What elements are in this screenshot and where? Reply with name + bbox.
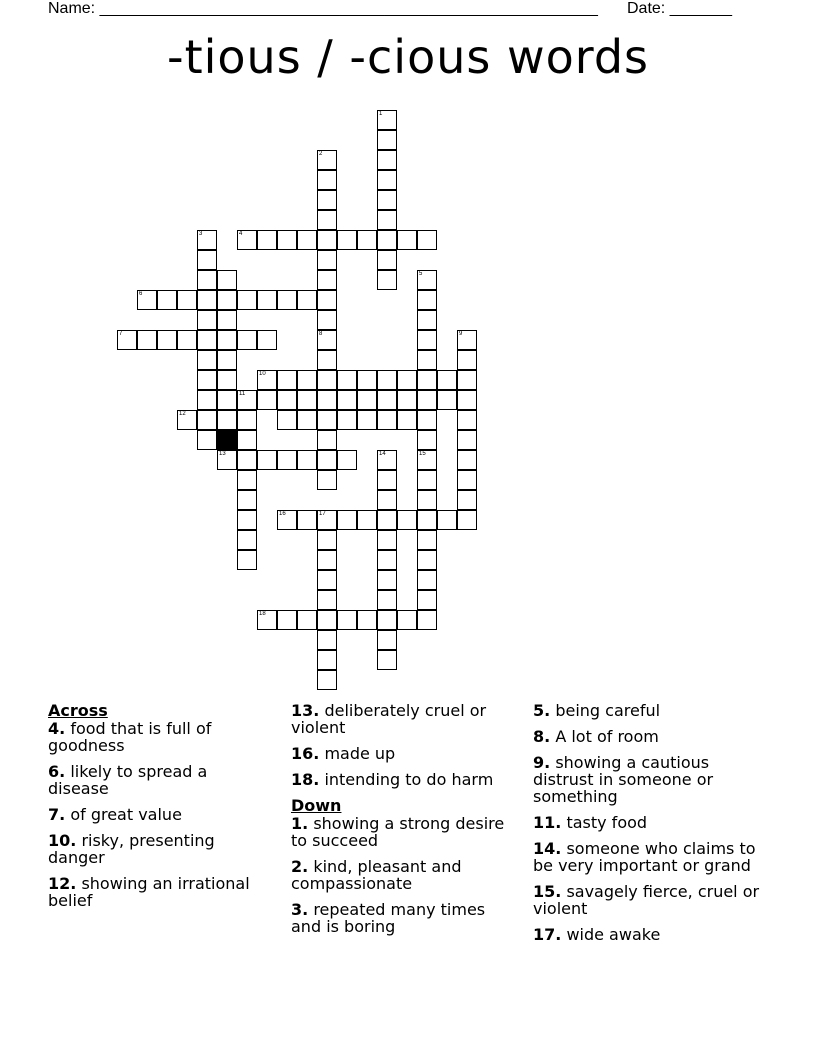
grid-cell[interactable]: [417, 510, 437, 530]
grid-cell[interactable]: [317, 210, 337, 230]
grid-cell[interactable]: [317, 230, 337, 250]
grid-cell[interactable]: [197, 390, 217, 410]
grid-cell[interactable]: [437, 390, 457, 410]
clue-number: 5: [419, 271, 423, 277]
grid-cell[interactable]: [237, 390, 257, 410]
grid-cell[interactable]: [337, 230, 357, 250]
grid-cell[interactable]: [377, 470, 397, 490]
grid-cell[interactable]: [317, 330, 337, 350]
grid-cell[interactable]: [317, 170, 337, 190]
clue-number: 11: [239, 391, 246, 397]
grid-cell[interactable]: [377, 570, 397, 590]
grid-cell[interactable]: [277, 410, 297, 430]
grid-cell[interactable]: [417, 410, 437, 430]
clue-number: 17: [319, 511, 326, 517]
grid-cell[interactable]: [217, 350, 237, 370]
grid-cell[interactable]: [377, 410, 397, 430]
grid-cell[interactable]: [277, 610, 297, 630]
clue-number: 4: [239, 231, 243, 237]
grid-cell[interactable]: [457, 370, 477, 390]
clue-down-1: 1. showing a strong desire to succeed: [291, 814, 505, 850]
grid-cell[interactable]: [257, 290, 277, 310]
grid-cell[interactable]: [317, 610, 337, 630]
clue-number: 3: [199, 231, 203, 237]
date-field[interactable]: Date: _______: [627, 0, 732, 17]
grid-cell[interactable]: [177, 410, 197, 430]
grid-cell[interactable]: [357, 410, 377, 430]
grid-cell[interactable]: [317, 190, 337, 210]
grid-cell[interactable]: [217, 410, 237, 430]
grid-cell[interactable]: [417, 590, 437, 610]
grid-cell[interactable]: [217, 330, 237, 350]
grid-cell[interactable]: [277, 230, 297, 250]
grid-cell[interactable]: [277, 390, 297, 410]
grid-cell[interactable]: [457, 450, 477, 470]
clue-across-18: 18. intending to do harm: [291, 770, 494, 789]
grid-cell[interactable]: [377, 530, 397, 550]
grid-cell[interactable]: [417, 270, 437, 290]
clue-across-7: 7. of great value: [48, 805, 182, 824]
grid-cell[interactable]: [377, 490, 397, 510]
clue-down-11: 11. tasty food: [533, 813, 648, 832]
grid-cell[interactable]: [297, 370, 317, 390]
down-heading: Down: [291, 796, 342, 815]
grid-cell[interactable]: [197, 370, 217, 390]
grid-cell[interactable]: [277, 450, 297, 470]
grid-cell[interactable]: [417, 290, 437, 310]
grid-cell[interactable]: [197, 290, 217, 310]
clue-down-5: 5. being careful: [533, 701, 661, 720]
clue-across-13: 13. deliberately cruel or violent: [291, 701, 487, 737]
grid-cell[interactable]: [317, 590, 337, 610]
clue-down-17: 17. wide awake: [533, 925, 661, 944]
grid-cell[interactable]: [397, 610, 417, 630]
grid-cell[interactable]: [317, 250, 337, 270]
grid-cell[interactable]: [417, 610, 437, 630]
grid-cell[interactable]: [417, 450, 437, 470]
clue-down-2: 2. kind, pleasant and compassionate: [291, 857, 462, 893]
grid-cell[interactable]: [317, 510, 337, 530]
clue-across-4: 4. food that is full of goodness: [48, 719, 212, 755]
grid-cell[interactable]: [157, 330, 177, 350]
grid-cell[interactable]: [377, 630, 397, 650]
clue-across-10: 10. risky, presenting danger: [48, 831, 215, 867]
across-heading: Across: [48, 701, 108, 720]
grid-cell[interactable]: [317, 670, 337, 690]
grid-cell[interactable]: [257, 390, 277, 410]
grid-cell[interactable]: [417, 490, 437, 510]
grid-cell[interactable]: [317, 470, 337, 490]
grid-cell[interactable]: [217, 450, 237, 470]
clue-number: 18: [259, 611, 266, 617]
clues-column-3: [533, 702, 773, 952]
grid-cell[interactable]: [237, 550, 257, 570]
grid-cell[interactable]: [457, 510, 477, 530]
grid-cell[interactable]: [397, 230, 417, 250]
grid-cell[interactable]: [417, 530, 437, 550]
grid-cell[interactable]: [217, 310, 237, 330]
grid-cell[interactable]: [337, 450, 357, 470]
grid-cell[interactable]: [317, 450, 337, 470]
grid-cell[interactable]: [377, 650, 397, 670]
grid-cell[interactable]: [357, 370, 377, 390]
grid-cell[interactable]: [457, 470, 477, 490]
grid-cell[interactable]: [177, 330, 197, 350]
grid-cell[interactable]: [257, 370, 277, 390]
header: [0, 0, 816, 22]
grid-cell[interactable]: [137, 290, 157, 310]
grid-cell[interactable]: [357, 230, 377, 250]
grid-cell[interactable]: [217, 290, 237, 310]
grid-cell[interactable]: [157, 290, 177, 310]
clue-down-15: 15. savagely fierce, cruel or violent: [533, 882, 760, 918]
grid-cell[interactable]: [217, 370, 237, 390]
grid-cell[interactable]: [117, 330, 137, 350]
grid-cell[interactable]: [257, 230, 277, 250]
grid-cell[interactable]: [417, 570, 437, 590]
clue-number: 6: [139, 291, 143, 297]
grid-cell[interactable]: [377, 130, 397, 150]
clue-number: 1: [379, 111, 383, 117]
grid-cell[interactable]: [357, 610, 377, 630]
grid-cell[interactable]: [317, 530, 337, 550]
grid-cell[interactable]: [317, 390, 337, 410]
clues-column-2: [291, 702, 516, 944]
grid-cell[interactable]: [137, 330, 157, 350]
grid-cell[interactable]: [377, 270, 397, 290]
grid-cell[interactable]: [257, 610, 277, 630]
grid-cell[interactable]: [237, 490, 257, 510]
grid-cell[interactable]: [377, 250, 397, 270]
grid-cell[interactable]: [237, 510, 257, 530]
grid-cell[interactable]: [237, 230, 257, 250]
grid-cell[interactable]: [317, 150, 337, 170]
grid-cell[interactable]: [237, 470, 257, 490]
grid-cell[interactable]: [397, 390, 417, 410]
grid-cell[interactable]: [457, 410, 477, 430]
grid-cell[interactable]: [337, 410, 357, 430]
clue-number: 2: [319, 151, 323, 157]
grid-cell[interactable]: [197, 310, 217, 330]
page-title: -tious / -cious words: [166, 30, 649, 84]
grid-cell[interactable]: [317, 290, 337, 310]
clue-number: 8: [319, 331, 323, 337]
grid-cell[interactable]: [217, 390, 237, 410]
grid-cell[interactable]: [257, 450, 277, 470]
grid-cell[interactable]: [197, 410, 217, 430]
grid-cell[interactable]: [297, 610, 317, 630]
clue-number: 10: [259, 371, 266, 377]
grid-cell[interactable]: [317, 370, 337, 390]
grid-cell[interactable]: [457, 330, 477, 350]
grid-cell[interactable]: [377, 170, 397, 190]
grid-cell[interactable]: [277, 370, 297, 390]
grid-cell[interactable]: [317, 650, 337, 670]
grid-cell[interactable]: [337, 510, 357, 530]
grid-cell[interactable]: [237, 290, 257, 310]
clue-number: 15: [419, 451, 426, 457]
grid-cell[interactable]: [317, 570, 337, 590]
grid-cell[interactable]: [237, 530, 257, 550]
grid-cell[interactable]: [317, 350, 337, 370]
grid-cell[interactable]: [377, 390, 397, 410]
grid-cell[interactable]: [177, 290, 197, 310]
grid-cell[interactable]: [297, 410, 317, 430]
grid-cell[interactable]: [217, 270, 237, 290]
grid-cell[interactable]: [297, 290, 317, 310]
grid-cell[interactable]: [357, 390, 377, 410]
grid-cell[interactable]: [197, 330, 217, 350]
grid-cell[interactable]: [417, 230, 437, 250]
grid-cell[interactable]: [377, 590, 397, 610]
grid-cell[interactable]: [457, 490, 477, 510]
clue-number: 14: [379, 451, 386, 457]
grid-cell[interactable]: [397, 410, 417, 430]
clue-down-9: 9. showing a cautious distrust in someone or something: [533, 753, 714, 806]
grid-cell[interactable]: [317, 270, 337, 290]
grid-cell[interactable]: [377, 550, 397, 570]
grid-cell[interactable]: [277, 290, 297, 310]
grid-cell[interactable]: [457, 390, 477, 410]
grid-cell[interactable]: [297, 230, 317, 250]
grid-cell[interactable]: [457, 430, 477, 450]
grid-cell[interactable]: [417, 390, 437, 410]
grid-cell[interactable]: [297, 510, 317, 530]
grid-cell[interactable]: [317, 410, 337, 430]
grid-cell[interactable]: [237, 410, 257, 430]
grid-cell[interactable]: [297, 450, 317, 470]
name-field[interactable]: Name: ________________________________________________________: [48, 0, 598, 17]
clue-number: 13: [219, 451, 226, 457]
grid-cell[interactable]: [257, 330, 277, 350]
clue-across-6: 6. likely to spread a disease: [48, 762, 208, 798]
grid-cell[interactable]: [377, 450, 397, 470]
grid-cell[interactable]: [317, 310, 337, 330]
grid-cell[interactable]: [337, 390, 357, 410]
grid-cell[interactable]: [297, 390, 317, 410]
grid-cell[interactable]: [417, 470, 437, 490]
grid-cell[interactable]: [237, 330, 257, 350]
grid-cell[interactable]: [197, 230, 217, 250]
grid-cell[interactable]: [377, 110, 397, 130]
grid-cell[interactable]: [317, 630, 337, 650]
clue-across-12: 12. showing an irrational belief: [48, 874, 250, 910]
grid-cell[interactable]: [457, 350, 477, 370]
black-cell: [217, 430, 237, 450]
clue-down-3: 3. repeated many times and is boring: [291, 900, 486, 936]
grid-cell[interactable]: [237, 450, 257, 470]
clues-column-1: [48, 702, 268, 918]
grid-cell[interactable]: [377, 210, 397, 230]
grid-cell[interactable]: [337, 610, 357, 630]
clue-across-16: 16. made up: [291, 744, 396, 763]
grid-cell[interactable]: [417, 370, 437, 390]
clue-number: 16: [279, 511, 286, 517]
grid-cell[interactable]: [237, 430, 257, 450]
grid-cell[interactable]: [317, 550, 337, 570]
grid-cell[interactable]: [397, 510, 417, 530]
grid-cell[interactable]: [437, 510, 457, 530]
grid-cell[interactable]: [377, 510, 397, 530]
grid-cell[interactable]: [317, 430, 337, 450]
grid-cell[interactable]: [197, 430, 217, 450]
grid-cell[interactable]: [437, 370, 457, 390]
grid-cell[interactable]: [377, 150, 397, 170]
grid-cell[interactable]: [377, 230, 397, 250]
clue-down-14: 14. someone who claims to be very important or grand: [533, 839, 756, 875]
clue-number: 12: [179, 411, 186, 417]
grid-cell[interactable]: [417, 550, 437, 570]
grid-cell[interactable]: [417, 310, 437, 330]
clue-number: 7: [119, 331, 123, 337]
clue-number: 9: [459, 331, 463, 337]
grid-cell[interactable]: [197, 250, 217, 270]
grid-cell[interactable]: [377, 190, 397, 210]
grid-cell[interactable]: [377, 370, 397, 390]
grid-cell[interactable]: [357, 510, 377, 530]
grid-cell[interactable]: [397, 370, 417, 390]
grid-cell[interactable]: [417, 330, 437, 350]
grid-cell[interactable]: [377, 610, 397, 630]
clue-down-8: 8. A lot of room: [533, 727, 659, 746]
grid-cell[interactable]: [417, 350, 437, 370]
grid-cell[interactable]: [337, 370, 357, 390]
grid-cell[interactable]: [197, 270, 217, 290]
grid-cell[interactable]: [197, 350, 217, 370]
grid-cell[interactable]: [417, 430, 437, 450]
grid-cell[interactable]: [277, 510, 297, 530]
